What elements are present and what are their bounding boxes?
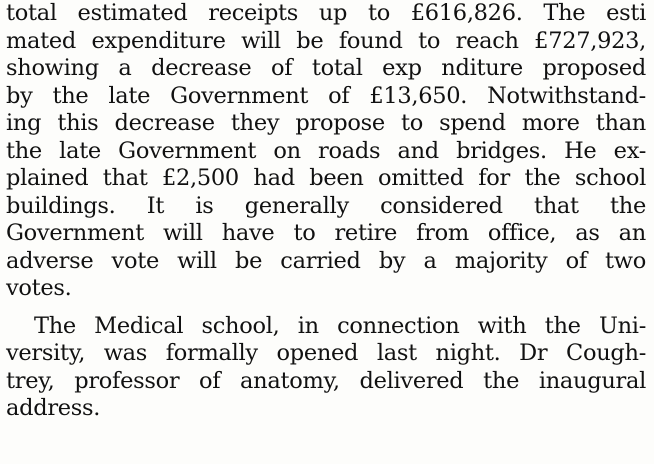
text-line: The Medical school, in connection with the Uni- [34, 312, 646, 339]
text-line: versity, was formally opened last night. Dr Cough- [6, 340, 646, 366]
paragraph-medical-school [6, 313, 646, 423]
text-line: the late Government on roads and bridges. He ex- [6, 137, 646, 164]
text-line: Government will have to retire from office, as an [6, 220, 646, 246]
text-line: mated expenditure will be found to reach £727,923, [6, 27, 646, 54]
text-line: showing a decrease of total exp nditure proposed [6, 55, 646, 81]
paragraph-spacer [6, 303, 646, 313]
text-line: adverse vote will be carried by a majority of two [6, 247, 646, 274]
text-line: by the late Government of £13,650. Notwithstand- [6, 82, 646, 109]
paragraph-budget [6, 0, 646, 303]
text-line: total estimated receipts up to £616,826. The esti [6, 0, 646, 26]
text-line: address. [6, 395, 101, 421]
text-line: ing this decrease they propose to spend more than [6, 110, 646, 136]
text-line: buildings. It is generally considered that the [6, 192, 646, 219]
text-line: trey, professor of anatomy, delivered the inaugural [6, 367, 646, 394]
article-text-column [6, 0, 646, 423]
text-line: plained that £2,500 had been omitted for the school [6, 165, 646, 191]
text-line: votes. [6, 275, 72, 301]
